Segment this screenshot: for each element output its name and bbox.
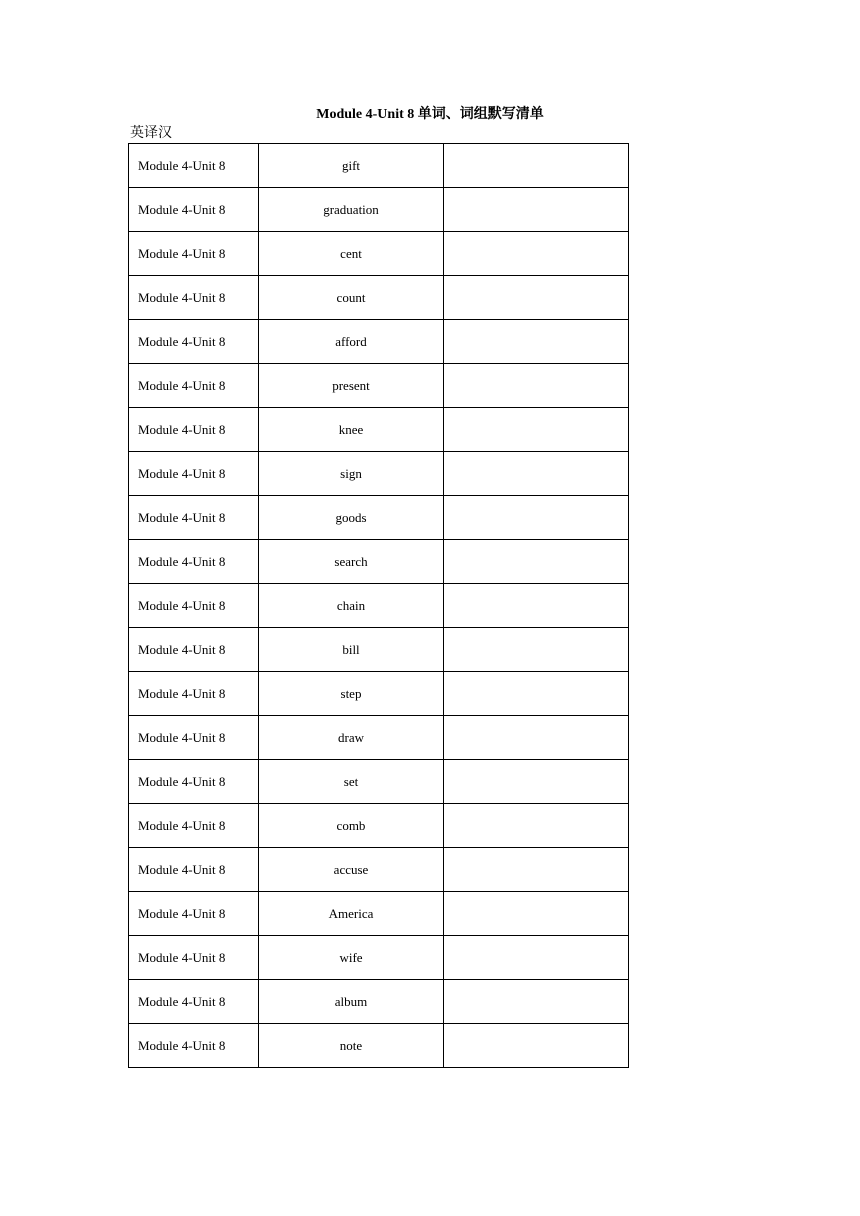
table-row: [129, 892, 629, 936]
english-word-cell: chain: [259, 584, 444, 628]
module-cell: Module 4-Unit 8: [129, 584, 259, 628]
english-word-cell: accuse: [259, 848, 444, 892]
section-subtitle: 英译汉: [130, 126, 172, 141]
english-word-cell: America: [259, 892, 444, 936]
english-word-cell: step: [259, 672, 444, 716]
chinese-answer-cell[interactable]: [444, 628, 629, 672]
chinese-answer-cell[interactable]: [444, 232, 629, 276]
module-cell: Module 4-Unit 8: [129, 848, 259, 892]
english-word-cell: present: [259, 364, 444, 408]
chinese-answer-cell[interactable]: [444, 452, 629, 496]
english-word-cell: search: [259, 540, 444, 584]
table-row: [129, 408, 629, 452]
chinese-answer-cell[interactable]: [444, 804, 629, 848]
module-cell: Module 4-Unit 8: [129, 1024, 259, 1068]
chinese-answer-cell[interactable]: [444, 276, 629, 320]
table-row: [129, 1024, 629, 1068]
table-row: [129, 320, 629, 364]
page-title: Module 4-Unit 8 单词、词组默写清单: [316, 107, 544, 122]
table-row: [129, 188, 629, 232]
chinese-answer-cell[interactable]: [444, 760, 629, 804]
table-row: [129, 276, 629, 320]
chinese-answer-cell[interactable]: [444, 672, 629, 716]
chinese-answer-cell[interactable]: [444, 848, 629, 892]
english-word-cell: cent: [259, 232, 444, 276]
module-cell: Module 4-Unit 8: [129, 892, 259, 936]
table-row: [129, 628, 629, 672]
chinese-answer-cell[interactable]: [444, 584, 629, 628]
table-row: [129, 804, 629, 848]
chinese-answer-cell[interactable]: [444, 936, 629, 980]
table-row: [129, 584, 629, 628]
chinese-answer-cell[interactable]: [444, 496, 629, 540]
english-word-cell: gift: [259, 144, 444, 188]
module-cell: Module 4-Unit 8: [129, 276, 259, 320]
english-word-cell: knee: [259, 408, 444, 452]
chinese-answer-cell[interactable]: [444, 144, 629, 188]
table-row: [129, 848, 629, 892]
english-word-cell: bill: [259, 628, 444, 672]
table-row: [129, 672, 629, 716]
module-cell: Module 4-Unit 8: [129, 144, 259, 188]
chinese-answer-cell[interactable]: [444, 980, 629, 1024]
module-cell: Module 4-Unit 8: [129, 452, 259, 496]
chinese-answer-cell[interactable]: [444, 716, 629, 760]
module-cell: Module 4-Unit 8: [129, 188, 259, 232]
chinese-answer-cell[interactable]: [444, 1024, 629, 1068]
module-cell: Module 4-Unit 8: [129, 672, 259, 716]
english-word-cell: sign: [259, 452, 444, 496]
module-cell: Module 4-Unit 8: [129, 716, 259, 760]
module-cell: Module 4-Unit 8: [129, 364, 259, 408]
vocabulary-table: [128, 143, 629, 1068]
module-cell: Module 4-Unit 8: [129, 760, 259, 804]
chinese-answer-cell[interactable]: [444, 320, 629, 364]
english-word-cell: album: [259, 980, 444, 1024]
table-row: [129, 760, 629, 804]
module-cell: Module 4-Unit 8: [129, 232, 259, 276]
chinese-answer-cell[interactable]: [444, 892, 629, 936]
module-cell: Module 4-Unit 8: [129, 408, 259, 452]
english-word-cell: draw: [259, 716, 444, 760]
english-word-cell: graduation: [259, 188, 444, 232]
table-row: [129, 144, 629, 188]
english-word-cell: count: [259, 276, 444, 320]
english-word-cell: afford: [259, 320, 444, 364]
vocabulary-table-body: [129, 144, 629, 1068]
table-row: [129, 232, 629, 276]
chinese-answer-cell[interactable]: [444, 408, 629, 452]
table-row: [129, 452, 629, 496]
english-word-cell: goods: [259, 496, 444, 540]
table-row: [129, 716, 629, 760]
table-row: [129, 540, 629, 584]
english-word-cell: comb: [259, 804, 444, 848]
english-word-cell: note: [259, 1024, 444, 1068]
module-cell: Module 4-Unit 8: [129, 804, 259, 848]
english-word-cell: set: [259, 760, 444, 804]
table-row: [129, 936, 629, 980]
module-cell: Module 4-Unit 8: [129, 540, 259, 584]
table-row: [129, 980, 629, 1024]
module-cell: Module 4-Unit 8: [129, 320, 259, 364]
table-row: [129, 496, 629, 540]
chinese-answer-cell[interactable]: [444, 188, 629, 232]
module-cell: Module 4-Unit 8: [129, 936, 259, 980]
chinese-answer-cell[interactable]: [444, 540, 629, 584]
table-row: [129, 364, 629, 408]
english-word-cell: wife: [259, 936, 444, 980]
module-cell: Module 4-Unit 8: [129, 496, 259, 540]
module-cell: Module 4-Unit 8: [129, 628, 259, 672]
chinese-answer-cell[interactable]: [444, 364, 629, 408]
module-cell: Module 4-Unit 8: [129, 980, 259, 1024]
